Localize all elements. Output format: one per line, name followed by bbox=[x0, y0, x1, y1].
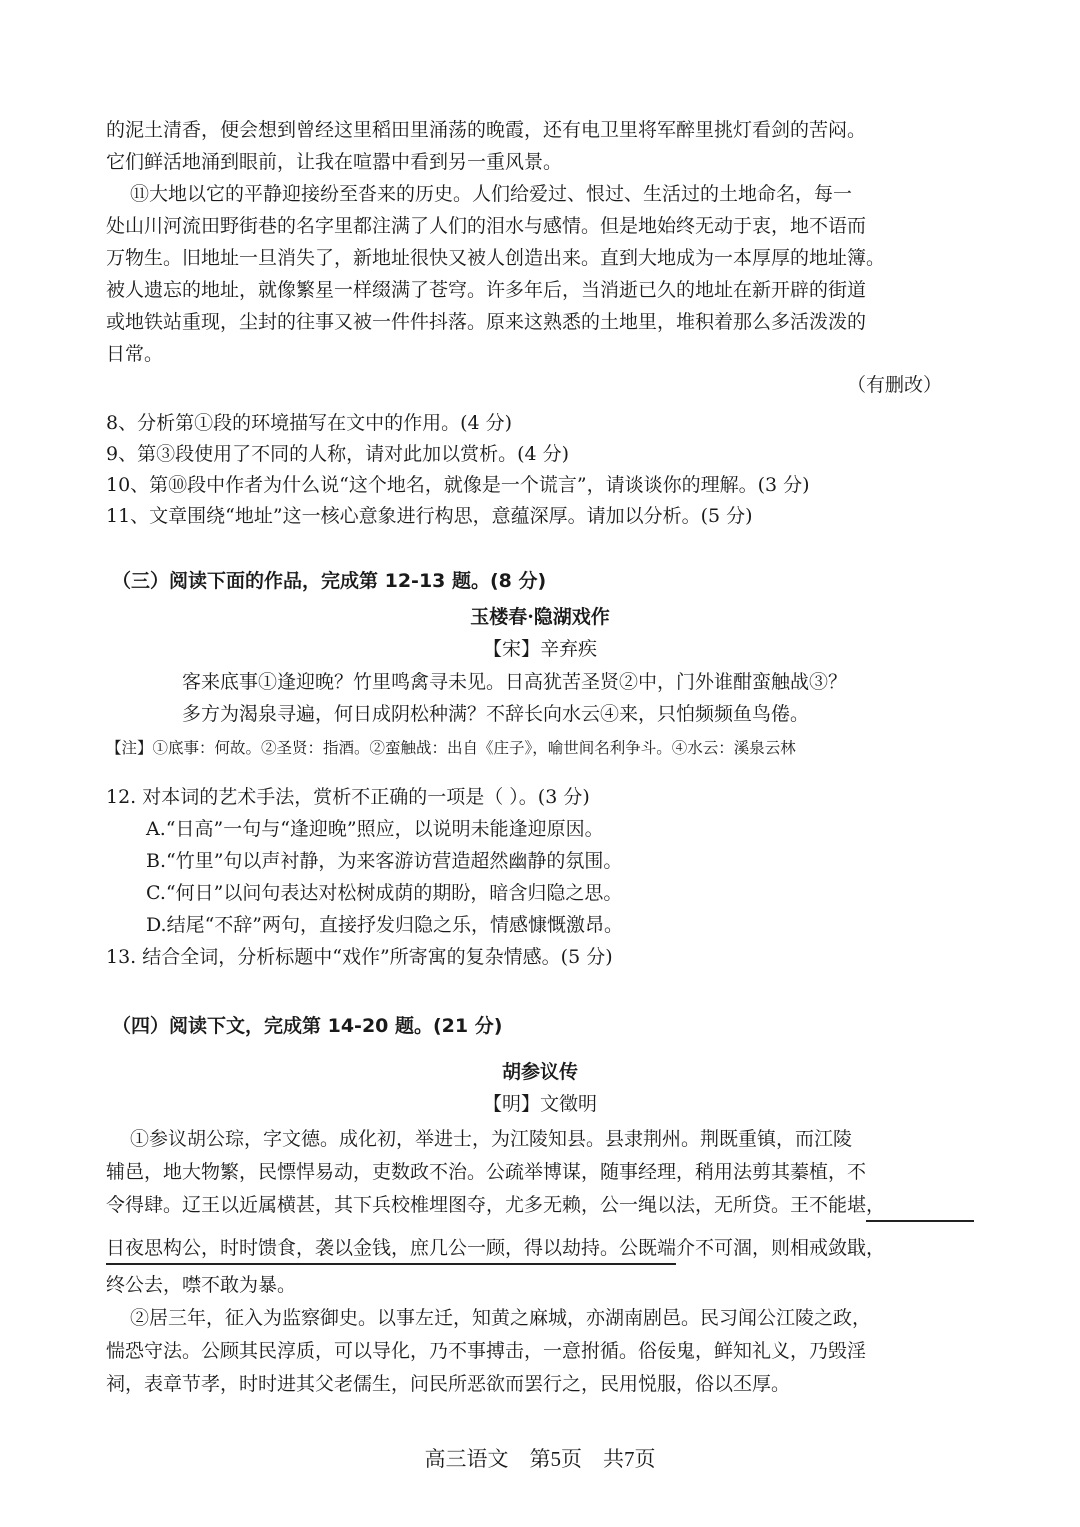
essay-line: 令得肆。辽王以近属横甚，其下兵校椎埋图夺，尤多无赖，公一绳以法，无所贷。王不能堪， bbox=[106, 1194, 886, 1216]
poem-line: 多方为渴泉寻遍，何日成阴松种满？不辞长向水云④来，只怕频频鱼鸟倦。 bbox=[182, 703, 810, 725]
passage-line: 日常。 bbox=[106, 343, 164, 365]
option-c: C.“何日”以问句表达对松树成荫的期盼，暗含归隐之思。 bbox=[146, 882, 623, 904]
essay-author: 【明】文徵明 bbox=[482, 1093, 597, 1115]
essay-paragraph-2: ②居三年，征入为监察御史。以事左迁，知黄之麻城，亦湖南剧邑。民习闻公江陵之政， bbox=[130, 1307, 872, 1329]
essay-line: 祠，表章节孝，时时进其父老儒生，问民所恶欲而罢行之，民用悦服，俗以丕厚。 bbox=[106, 1373, 791, 1395]
passage-paragraph-11: ⑪大地以它的平静迎接纷至沓来的历史。人们给爱过、恨过、生活过的土地命名，每一 bbox=[130, 183, 853, 205]
passage-line: 处山川河流田野街巷的名字里都注满了人们的泪水与感情。但是地始终无动于衷，地不语而 bbox=[106, 215, 867, 237]
passage-line: 它们鲜活地涌到眼前，让我在喧嚣中看到另一重风景。 bbox=[106, 151, 563, 173]
passage-line: 或地铁站重现，尘封的往事又被一件件抖落。原来这熟悉的土地里，堆积着那么多活泼泼的 bbox=[106, 311, 867, 333]
poem-annotation: 【注】①底事：何故。②圣贤：指酒。②蛮触战：出自《庄子》，喻世间名利争斗。④水云：溪泉云林 bbox=[106, 739, 796, 757]
essay-title: 胡参议传 bbox=[501, 1061, 578, 1083]
option-a: A.“日高”一句与“逢迎晚”照应，以说明未能逢迎原因。 bbox=[146, 818, 604, 840]
underline-mark bbox=[106, 1263, 676, 1265]
poem-line: 客来底事①逢迎晚？竹里鸣禽寻未见。日高犹苦圣贤②中，门外谁酣蛮触战③？ bbox=[182, 671, 848, 693]
passage-line: 的泥土清香，便会想到曾经这里稻田里涌荡的晚霞，还有电卫里将军醉里挑灯看剑的苦闷。 bbox=[106, 119, 867, 141]
option-d: D.结尾“不辞”两句，直接抒发归隐之乐，情感慷慨激昂。 bbox=[146, 914, 624, 936]
question-10: 10、第⑩段中作者为什么说“这个地名，就像是一个谎言”，请谈谈你的理解。(3 分) bbox=[106, 474, 810, 496]
essay-line: 辅邑，地大物繁，民慓悍易动，吏数政不治。公疏举博谋，随事经理，稍用法剪其蓁植，不 bbox=[106, 1161, 867, 1183]
question-11: 11、文章围绕“地址”这一核心意象进行构思，意蕴深厚。请加以分析。(5 分) bbox=[106, 505, 753, 527]
question-8: 8、分析第①段的环境描写在文中的作用。(4 分) bbox=[106, 412, 513, 434]
poem-title: 玉楼春·隐湖戏作 bbox=[470, 606, 610, 628]
question-12: 12. 对本词的艺术手法，赏析不正确的一项是（ ）。(3 分) bbox=[106, 786, 590, 808]
passage-line: 被人遗忘的地址，就像繁星一样缀满了苍穹。许多年后，当消逝已久的地址在新开辟的街道 bbox=[106, 279, 867, 301]
poem-author: 【宋】辛弃疾 bbox=[482, 638, 597, 660]
source-note: （有删改） bbox=[847, 374, 943, 396]
section-3-heading: （三）阅读下面的作品，完成第 12-13 题。(8 分) bbox=[112, 570, 547, 592]
section-4-heading: （四）阅读下文，完成第 14-20 题。(21 分) bbox=[112, 1015, 503, 1037]
essay-line: 惴恐守法。公顾其民淳质，可以导化，乃不事搏击，一意拊循。俗佞鬼，鲜知礼义，乃毁淫 bbox=[106, 1340, 867, 1362]
page-footer: 高三语文 第5页 共7页 bbox=[424, 1447, 656, 1471]
question-13: 13. 结合全词，分析标题中“戏作”所寄寓的复杂情感。(5 分) bbox=[106, 946, 613, 968]
essay-paragraph-1: ①参议胡公琮，字文德。成化初，举进士，为江陵知县。县隶荆州。荆既重镇，而江陵 bbox=[130, 1128, 853, 1150]
question-9: 9、第③段使用了不同的人称，请对此加以赏析。(4 分) bbox=[106, 443, 570, 465]
option-b: B.“竹里”句以声衬静，为来客游访营造超然幽静的氛围。 bbox=[146, 850, 623, 872]
underline-mark bbox=[866, 1220, 974, 1222]
passage-line: 万物生。旧地址一旦消失了，新地址很快又被人创造出来。直到大地成为一本厚厚的地址簿。 bbox=[106, 247, 886, 269]
essay-line: 日夜思构公，时时馈食，袭以金钱，庶几公一顾，得以劫持。公既端介不可涸，则相戒敛戢， bbox=[106, 1237, 886, 1259]
essay-line: 终公去，噤不敢为暴。 bbox=[106, 1274, 297, 1296]
